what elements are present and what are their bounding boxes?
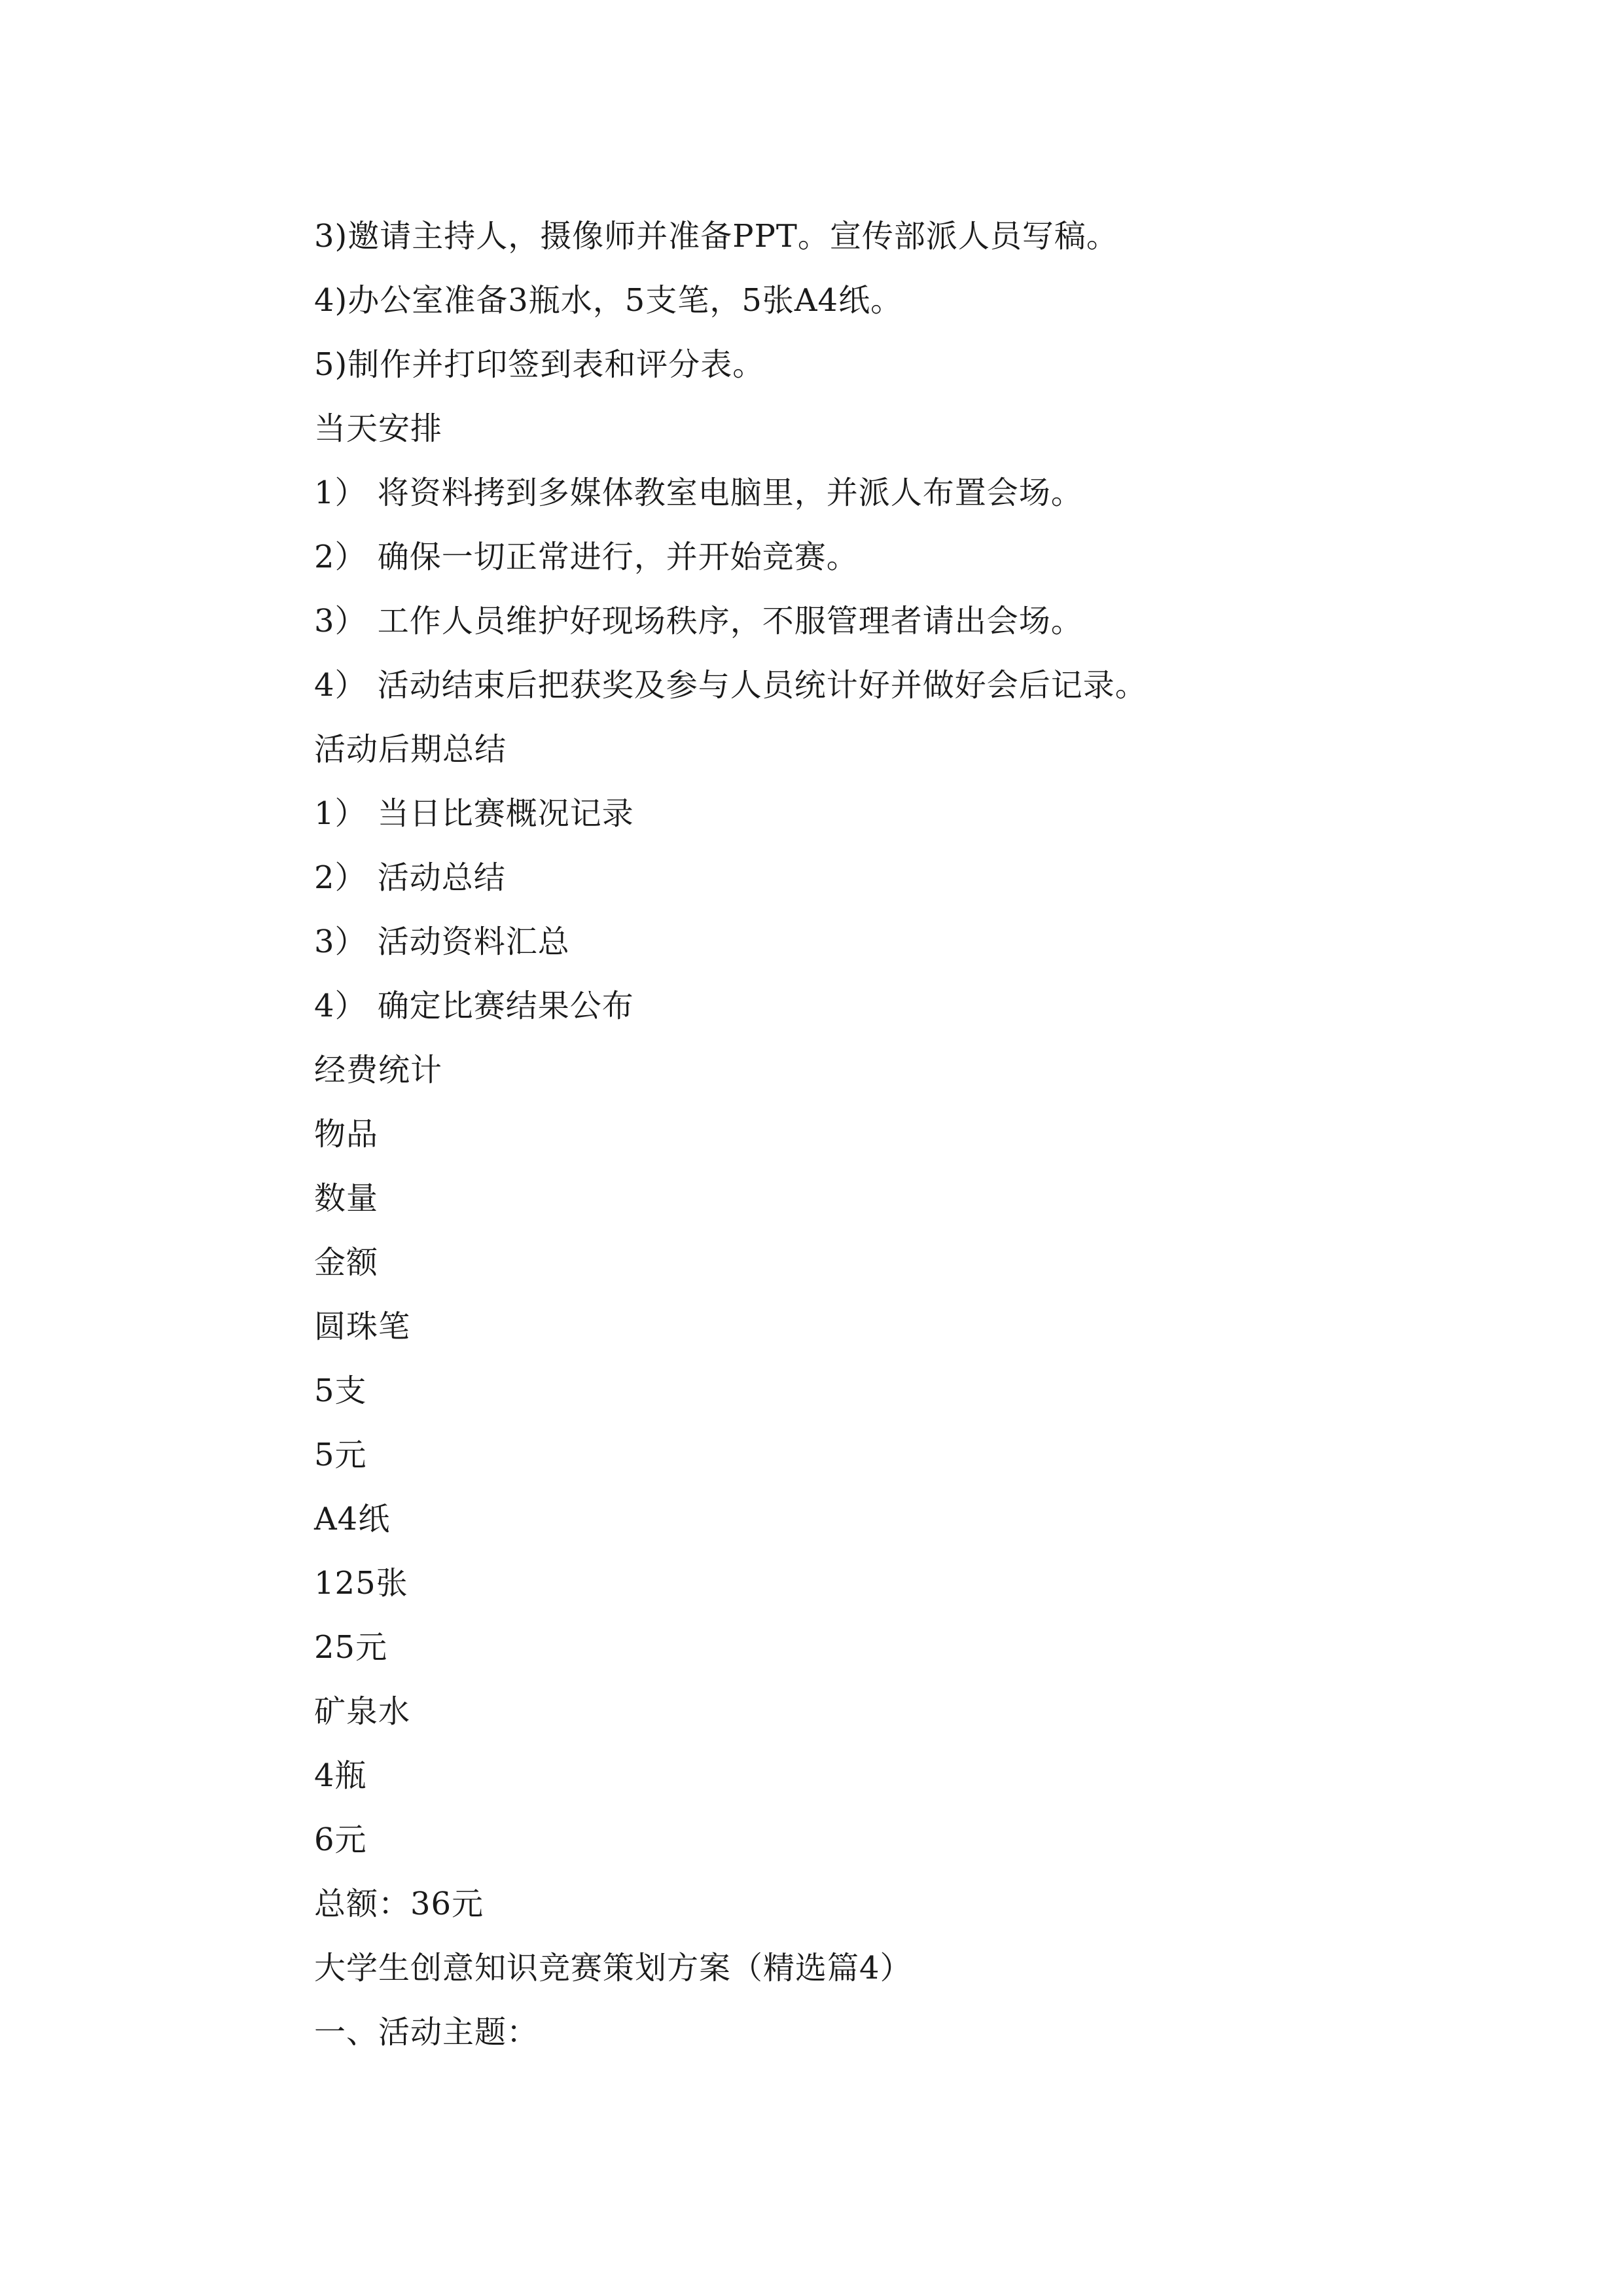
budget-item-paper: A4纸 xyxy=(314,1501,391,1537)
budget-header-amount: 金额 xyxy=(314,1244,379,1281)
document-body xyxy=(314,204,1361,2064)
prep-item-5: 5)制作并打印签到表和评分表。 xyxy=(314,346,765,383)
budget-pen-amount: 5元 xyxy=(314,1437,367,1473)
budget-item-pen: 圆珠笔 xyxy=(314,1308,411,1345)
budget-header-quantity: 数量 xyxy=(314,1180,379,1217)
prep-item-4: 4)办公室准备3瓶水，5支笔，5张A4纸。 xyxy=(314,282,903,319)
budget-pen-quantity: 5支 xyxy=(314,1372,367,1409)
summary-item-2: 2） 活动总结 xyxy=(314,859,506,896)
day-item-4: 4） 活动结束后把获奖及参与人员统计好并做好会后记录。 xyxy=(314,667,1147,704)
budget-paper-amount: 25元 xyxy=(314,1629,388,1666)
article-title: 大学生创意知识竞赛策划方案（精选篇4） xyxy=(314,1950,912,1986)
budget-header-item: 物品 xyxy=(314,1116,379,1153)
section-heading-day-schedule: 当天安排 xyxy=(314,410,443,447)
day-item-3: 3） 工作人员维护好现场秩序，不服管理者请出会场。 xyxy=(314,603,1083,639)
section-heading-theme: 一、活动主题： xyxy=(314,2014,539,2051)
day-item-2: 2） 确保一切正常进行，并开始竞赛。 xyxy=(314,539,859,575)
budget-water-quantity: 4瓶 xyxy=(314,1757,367,1794)
section-heading-summary: 活动后期总结 xyxy=(314,731,507,768)
section-heading-budget: 经费统计 xyxy=(314,1052,443,1088)
budget-paper-quantity: 125张 xyxy=(314,1565,408,1602)
summary-item-3: 3） 活动资料汇总 xyxy=(314,924,570,960)
day-item-1: 1） 将资料拷到多媒体教室电脑里，并派人布置会场。 xyxy=(314,475,1083,511)
prep-item-3: 3)邀请主持人，摄像师并准备PPT。宣传部派人员写稿。 xyxy=(314,218,1118,255)
summary-item-4: 4） 确定比赛结果公布 xyxy=(314,988,634,1024)
summary-item-1: 1） 当日比赛概况记录 xyxy=(314,795,634,832)
budget-item-water: 矿泉水 xyxy=(314,1693,411,1730)
budget-water-amount: 6元 xyxy=(314,1821,367,1858)
budget-total: 总额：36元 xyxy=(314,1886,484,1922)
